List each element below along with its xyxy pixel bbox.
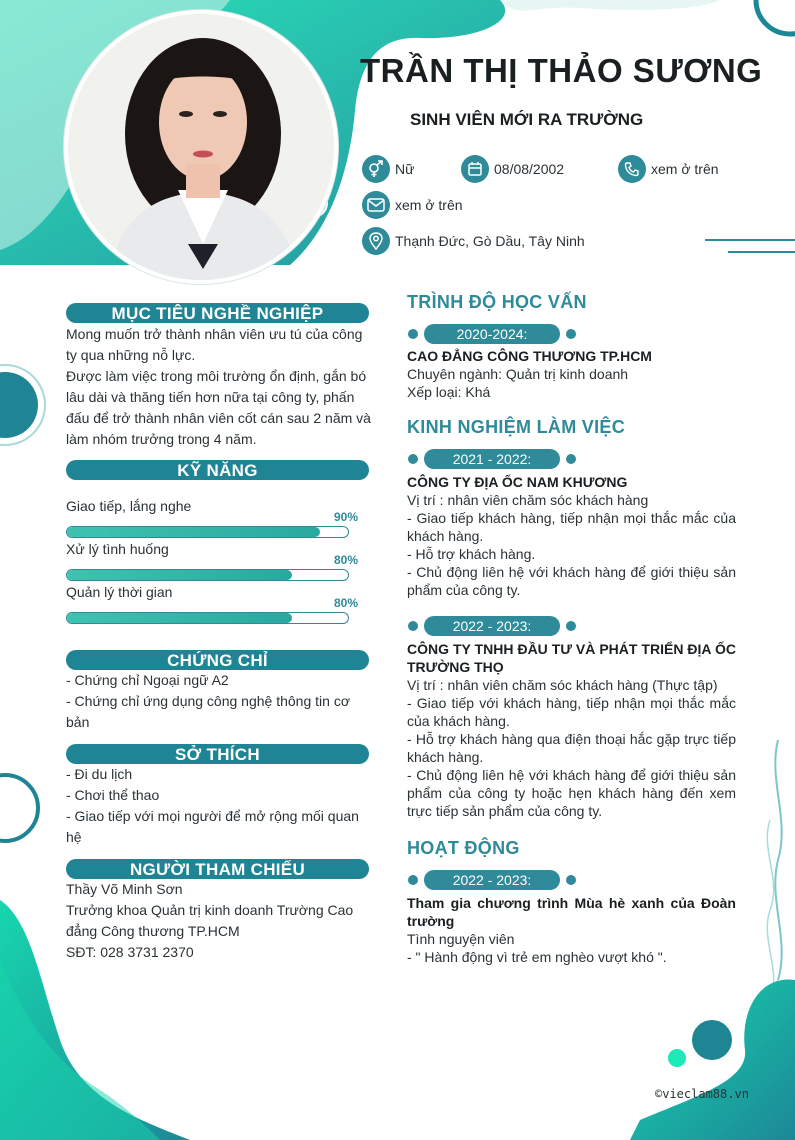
candidate-name: TRẦN THỊ THẢO SƯƠNG	[360, 52, 763, 89]
job-period-label: 2021 - 2022:	[424, 449, 560, 469]
job-line: - Hỗ trợ khách hàng qua điện thoại hắc gặp trực tiếp khách hàng.	[407, 731, 736, 765]
certificates-heading: CHỨNG CHỈ	[66, 650, 369, 670]
skill-percent: 80%	[334, 553, 359, 567]
education-grade: Xếp loại: Khá	[407, 384, 491, 400]
activity-period-label: 2022 - 2023:	[424, 870, 560, 890]
job-line: - Giao tiếp khách hàng, tiếp nhận mọi thắc mắc của khách hàng.	[407, 510, 736, 544]
references-heading: NGƯỜI THAM CHIẾU	[66, 859, 369, 879]
skill-percent: 80%	[334, 596, 359, 610]
job-period	[408, 616, 576, 636]
objective-line: lâu dài và thăng tiến hơn nữa tại công ty, phấn	[66, 389, 355, 405]
skill-bar-fill	[67, 613, 292, 623]
hobby-line: - Giao tiếp với mọi người để mở rộng mối quan	[66, 808, 359, 824]
education-major: Chuyên ngành: Quản trị kinh doanh	[407, 366, 629, 382]
address-info	[362, 227, 585, 255]
timeline-dot	[566, 329, 576, 339]
objective-line: Mong muốn trở thành nhân viên ưu tú của công	[66, 326, 363, 342]
job-line: - Chủ động liên hệ với khách hàng để giới thiệu sản phẩm của công ty hoặc hẹn khách hàng đến xem trực tiếp sản phẩm của công ty.	[407, 767, 736, 819]
dob-value: 08/08/2002	[494, 161, 565, 177]
email-value: xem ở trên	[395, 197, 463, 213]
timeline-dot	[408, 454, 418, 464]
references-text	[66, 879, 371, 963]
skill-bar	[66, 612, 349, 624]
activity-period	[408, 870, 576, 890]
hobby-line: hệ	[66, 829, 82, 845]
candidate-title: SINH VIÊN MỚI RA TRƯỜNG	[410, 110, 644, 129]
skills-heading: KỸ NĂNG	[66, 460, 369, 480]
job-line: - Hỗ trợ khách hàng.	[407, 546, 536, 562]
activity-role: Tình nguyện viên	[407, 931, 515, 947]
certificates-text	[66, 670, 371, 733]
location-pin-icon	[362, 227, 390, 255]
skill-label: Xử lý tình huống	[66, 541, 169, 557]
objective-text	[66, 324, 371, 450]
reference-line: Trưởng khoa Quản trị kinh doanh Trường Cao	[66, 902, 354, 918]
activity-quote: - " Hành động vì trẻ em nghèo vượt khó ".	[407, 949, 667, 965]
skill-bar	[66, 526, 349, 538]
reference-line: Thầy Võ Minh Sơn	[66, 881, 183, 897]
skill-bar-fill	[67, 570, 292, 580]
job-line: Vị trí : nhân viên chăm sóc khách hàng (Thực tập)	[407, 677, 718, 693]
phone-icon	[618, 155, 646, 183]
company-name: CÔNG TY TNHH ĐẦU TƯ VÀ PHÁT TRIỂN ĐỊA ỐC TRƯỜNG THỌ	[407, 641, 736, 675]
skill-percent: 90%	[334, 510, 359, 524]
calendar-icon	[461, 155, 489, 183]
skill-label: Quản lý thời gian	[66, 584, 173, 600]
email-info	[362, 191, 463, 219]
job-details	[407, 473, 736, 599]
reference-line: SĐT: 028 3731 2370	[66, 944, 194, 960]
job-line: - Giao tiếp với khách hàng, tiếp nhận mọi thắc mắc của khách hàng.	[407, 695, 736, 729]
objective-line: làm nhóm trưởng trong 4 năm.	[66, 431, 257, 447]
experience-heading: KINH NGHIỆM LÀM VIỆC	[407, 417, 626, 437]
activity-details	[407, 894, 736, 966]
certificate-line: bản	[66, 714, 90, 730]
objective-line: Được làm việc trong môi trường ổn định, gắn bó	[66, 368, 367, 384]
skill-bar	[66, 569, 349, 581]
education-period	[408, 324, 576, 344]
education-heading: TRÌNH ĐỘ HỌC VẤN	[407, 292, 587, 312]
skill-label: Giao tiếp, lắng nghe	[66, 498, 192, 514]
education-details	[407, 347, 736, 401]
objective-heading: MỤC TIÊU NGHỀ NGHIỆP	[66, 303, 369, 323]
gender-info	[362, 155, 414, 183]
job-line: Vị trí : nhân viên chăm sóc khách hàng	[407, 492, 649, 508]
address-value: Thạnh Đức, Gò Dầu, Tây Ninh	[395, 233, 585, 249]
certificate-line: - Chứng chỉ ứng dụng công nghệ thông tin cơ	[66, 693, 350, 709]
skill-bar-fill	[67, 527, 320, 537]
education-period-label: 2020-2024:	[424, 324, 560, 344]
phone-value: xem ở trên	[651, 161, 719, 177]
school-name: CAO ĐẲNG CÔNG THƯƠNG TP.HCM	[407, 348, 652, 364]
timeline-dot	[566, 621, 576, 631]
hobby-line: - Chơi thể thao	[66, 787, 160, 803]
watermark: ©vieclam88.vn	[655, 1087, 749, 1101]
job-details	[407, 640, 736, 820]
hobby-line: - Đi du lịch	[66, 766, 133, 782]
email-icon	[362, 191, 390, 219]
gender-icon	[362, 155, 390, 183]
job-line: - Chủ động liên hệ với khách hàng để giới thiệu sản phẩm của công ty.	[407, 564, 736, 598]
objective-line: đấu để trở thành nhân viên cốt cán sau 2 năm và	[66, 410, 371, 426]
profile-photo	[64, 10, 338, 284]
hobbies-text	[66, 764, 371, 848]
objective-line: ty qua những nỗ lực.	[66, 347, 196, 363]
reference-line: đẳng Công thương TP.HCM	[66, 923, 240, 939]
timeline-dot	[566, 875, 576, 885]
timeline-dot	[408, 875, 418, 885]
activity-title: Tham gia chương trình Mùa hè xanh của Đoàn trường	[407, 895, 736, 929]
hobbies-heading: SỞ THÍCH	[66, 744, 369, 764]
dob-info	[461, 155, 564, 183]
timeline-dot	[566, 454, 576, 464]
phone-info	[618, 155, 719, 183]
company-name: CÔNG TY ĐỊA ỐC NAM KHƯƠNG	[407, 474, 628, 490]
job-period	[408, 449, 576, 469]
job-period-label: 2022 - 2023:	[424, 616, 560, 636]
timeline-dot	[408, 329, 418, 339]
certificate-line: - Chứng chỉ Ngoại ngữ A2	[66, 672, 229, 688]
gender-value: Nữ	[395, 161, 415, 177]
activities-heading: HOẠT ĐỘNG	[407, 838, 520, 858]
timeline-dot	[408, 621, 418, 631]
